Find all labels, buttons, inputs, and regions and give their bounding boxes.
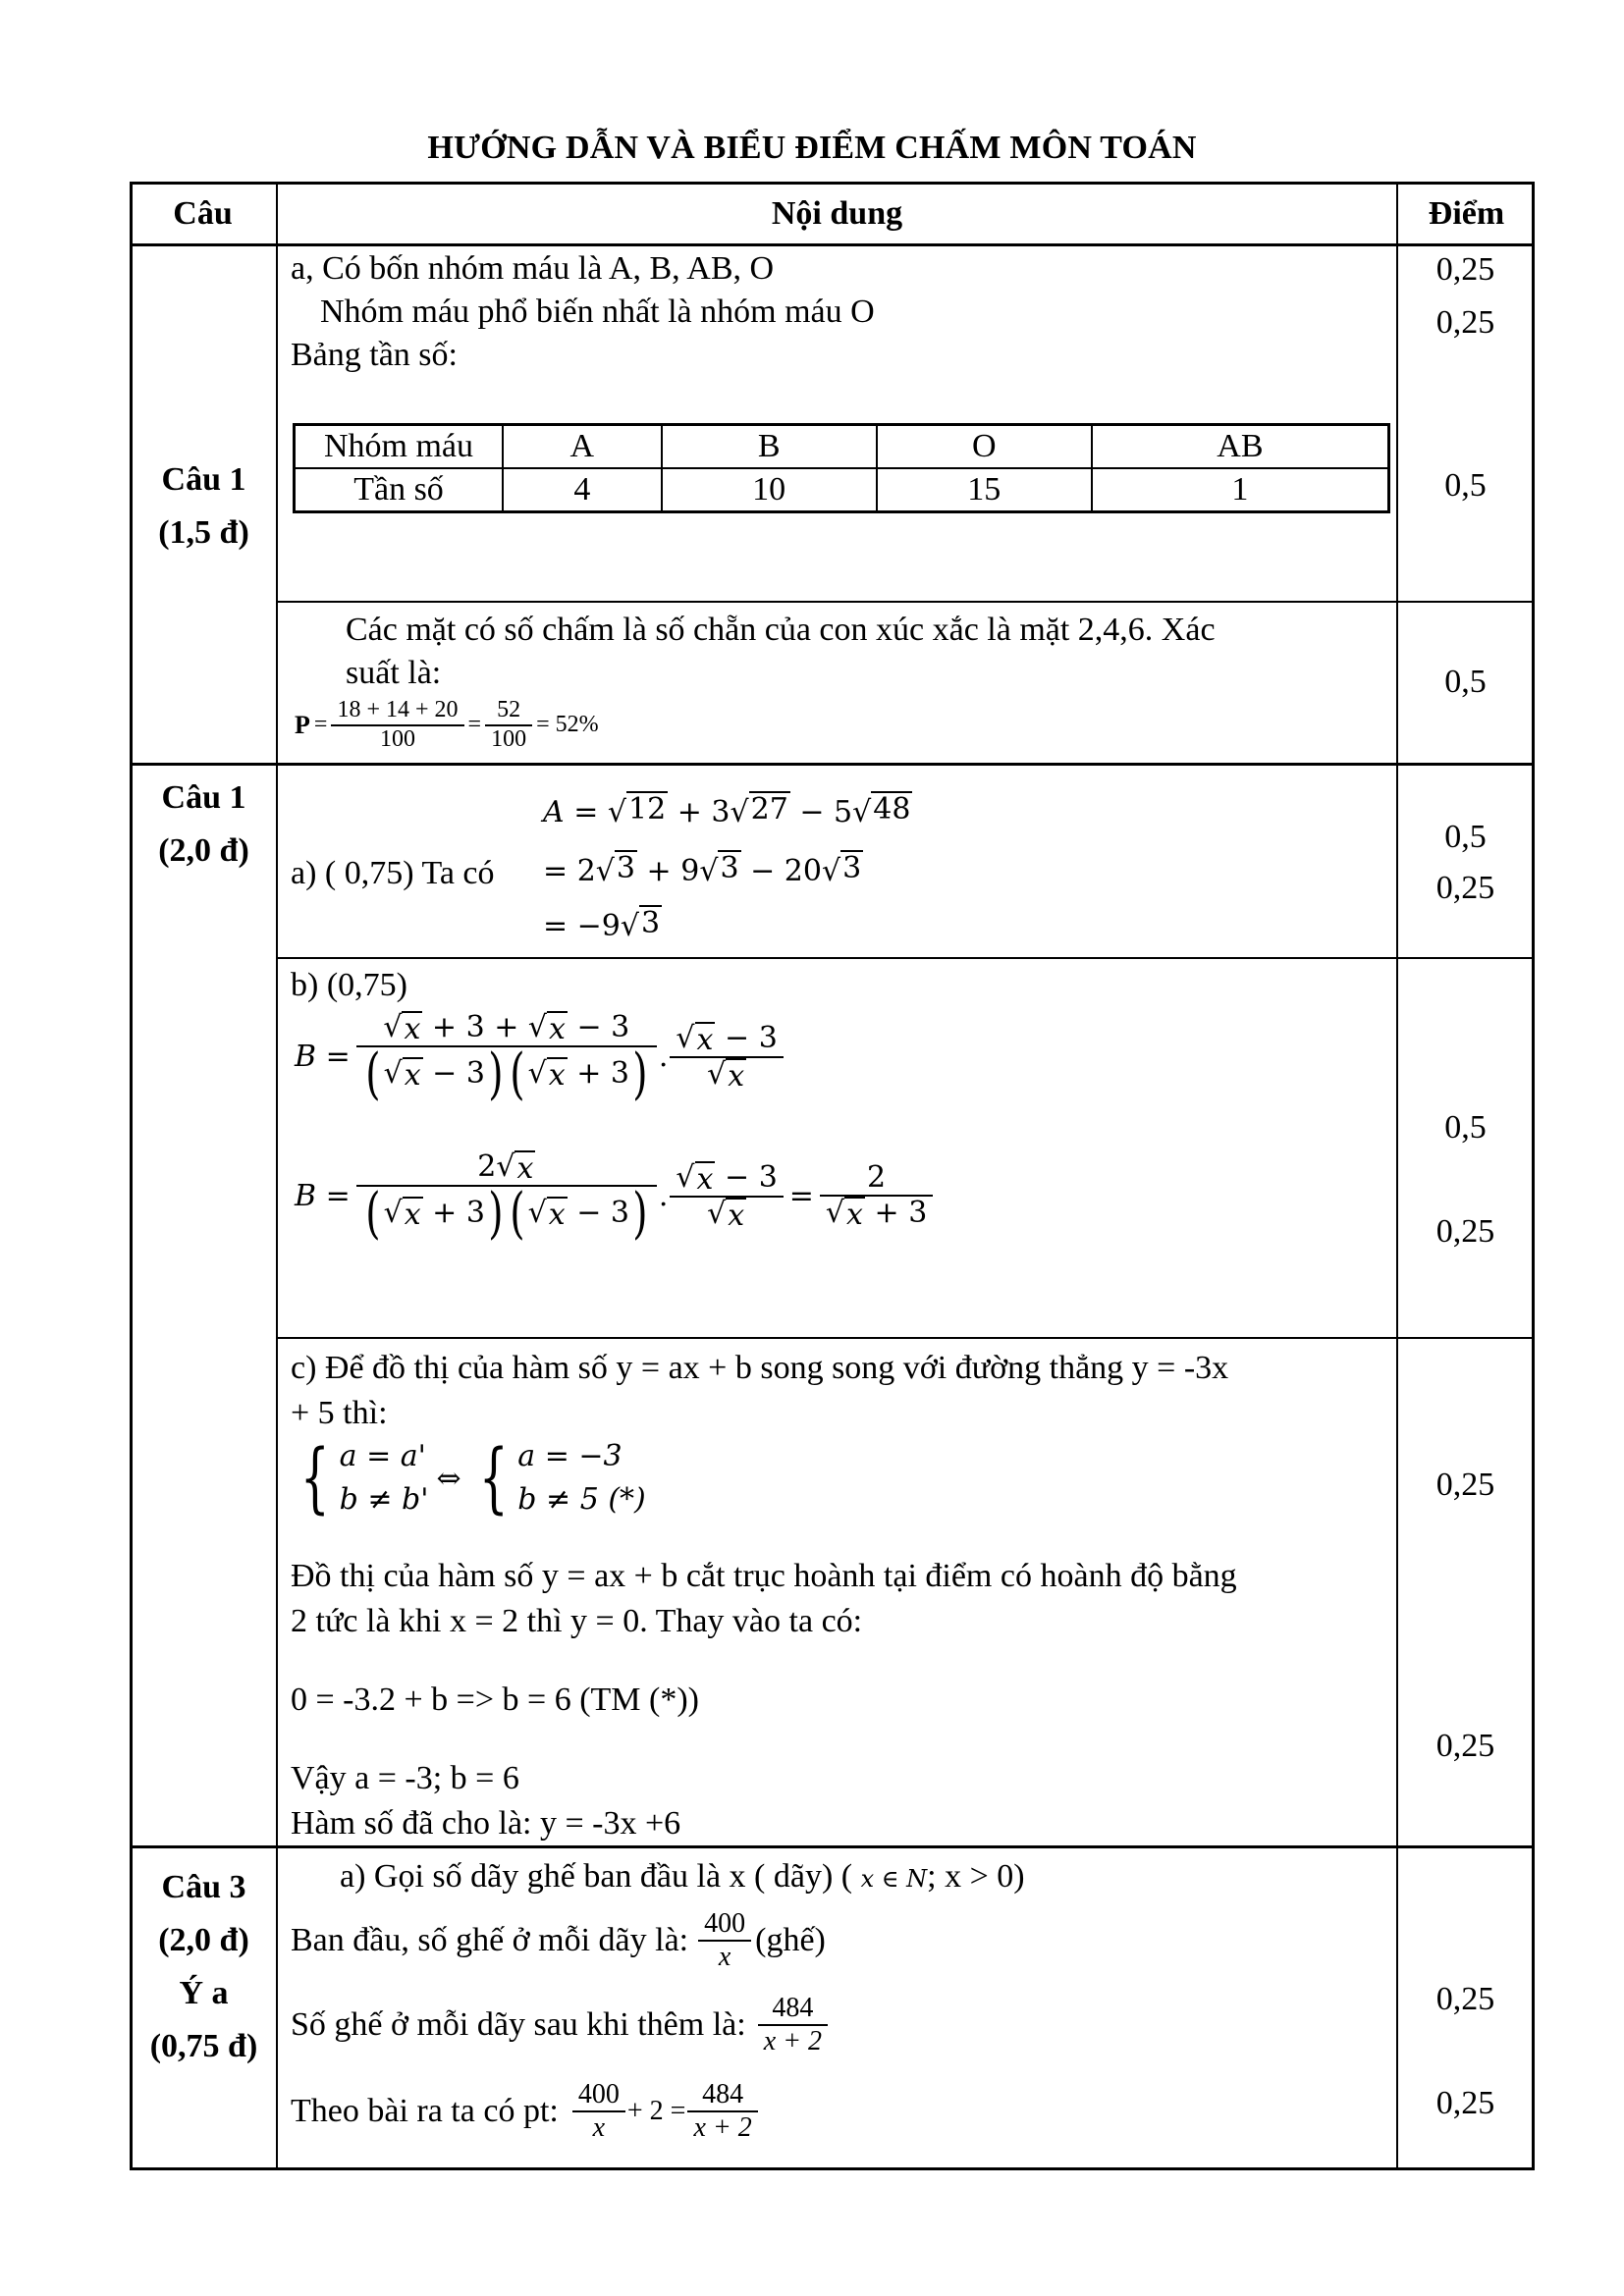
fraction-denominator: 100 [331, 724, 463, 754]
q1b-line1: Các mặt có số chấm là số chẵn của con xúc xắc là mặt 2,4,6. Xác [346, 612, 1216, 648]
fraction-denominator: x + 2 [758, 2024, 828, 2057]
q2a-q2b-divider [276, 957, 1535, 959]
header-content: Nội dung [771, 195, 903, 232]
fraction-numerator: 2 √ x [477, 1149, 534, 1186]
sqrt-arg: x [728, 1198, 745, 1233]
q2-q3-divider [130, 1845, 1535, 1848]
q2b-eq1-fraction1 [356, 1010, 657, 1106]
eq-lhs: = [543, 854, 568, 888]
q2c-line2: + 5 thì: [291, 1395, 388, 1431]
q3-point: 0,25 [1435, 2085, 1495, 2121]
q3-line1-condition: x ∈ N [860, 1865, 928, 1893]
q3-line3-fraction [758, 1993, 828, 2057]
freq-header-cell: B [662, 425, 877, 469]
freq-value-cell: Tần số [295, 468, 504, 512]
fraction-numerator: 400 [577, 2079, 620, 2109]
q1a-line1: a, Có bốn nhóm máu là A, B, AB, O [291, 250, 775, 287]
q3-line1 [340, 1855, 1025, 1900]
q2c-line6: Vậy a = -3; b = 6 [291, 1760, 519, 1796]
header-points: Điểm [1428, 195, 1505, 232]
coef: − 5 [799, 795, 853, 829]
sqrt-term: √ 3 [620, 906, 661, 943]
prob-lhs: P [295, 710, 310, 739]
fraction-denominator: x + 2 [687, 2110, 757, 2144]
q2-label-number: Câu 1 [161, 779, 246, 816]
q2c-point: 0,25 [1435, 1467, 1495, 1503]
q3-line3 [291, 1993, 828, 2057]
sqrt-term: √ 3 [821, 851, 862, 888]
fraction-denominator: ( √ x + 3) ( √ x − 3) [356, 1185, 657, 1242]
q2b-eq2-fraction2 [670, 1161, 783, 1232]
sqrt-arg: 27 [750, 792, 788, 827]
sqrt-arg: 3 [641, 906, 661, 940]
q1b-probability-formula: P = $\frac{18 + 14 + 20}{100}$ = $\frac{52}{100}$ = 52% [295, 697, 599, 752]
fraction-denominator: √ x [670, 1056, 783, 1093]
q3-line4-fraction1 [572, 2079, 625, 2144]
sqrt-arg: x [846, 1198, 863, 1233]
q1-subrow-divider [276, 601, 1535, 603]
q2c-point: 0,25 [1435, 1728, 1495, 1764]
sqrt-arg: x [696, 1161, 714, 1197]
q1b-point: 0,5 [1444, 664, 1487, 700]
freq-header-cell: AB [1092, 425, 1389, 469]
sqrt-arg: 12 [628, 792, 667, 827]
freq-value-cell: 1 [1092, 468, 1389, 512]
fraction-numerator: 400 [704, 1908, 746, 1939]
q2b-eq2-result-fraction [820, 1161, 933, 1232]
q3-point: 0,25 [1435, 1981, 1495, 2017]
eq-lhs: B = [295, 1179, 351, 1213]
sqrt-arg: 48 [873, 792, 911, 827]
left-brace-icon: { [299, 1434, 330, 1522]
q1-q2-divider [130, 763, 1535, 766]
q2c-system [291, 1435, 646, 1522]
q2-label [132, 772, 276, 878]
sqrt-arg: 3 [616, 851, 635, 885]
fraction-numerator: 18 + 14 + 20 [337, 697, 459, 722]
q2-label-score: (2,0 đ) [158, 832, 249, 869]
term: − 3 [576, 1196, 630, 1230]
q2c-line3: Đồ thị của hàm số y = ax + b cắt trục hoành tại điểm có hoành độ bằng [291, 1558, 1237, 1594]
q1-label [132, 454, 276, 560]
q3-line4-fraction2 [687, 2079, 757, 2144]
q1a-line3: Bảng tần số: [291, 337, 458, 373]
equivalence-icon: ⇔ [436, 1461, 461, 1496]
q2b-q2c-divider [276, 1337, 1535, 1339]
fraction-numerator: 2 [867, 1159, 887, 1195]
prob-fraction-1 [331, 697, 463, 753]
q2a-point: 0,5 [1444, 819, 1487, 855]
system-line: a = a' [339, 1439, 426, 1473]
system-right [517, 1435, 645, 1522]
q3-line4-text: Theo bài ra ta có pt: [291, 2093, 559, 2130]
fraction-numerator: 484 [772, 1993, 814, 2023]
q2a-eq3 [543, 905, 662, 948]
frequency-table-value-row [295, 468, 1389, 512]
q1b-line2: suất là: [346, 655, 442, 691]
sqrt-arg: x [548, 1058, 566, 1093]
prob-result: = 52% [536, 712, 599, 738]
term: − 3 [432, 1056, 485, 1091]
eq-lhs: B = [295, 1040, 351, 1074]
sqrt-term: √ 3 [595, 851, 635, 888]
sqrt-arg: x [548, 1198, 566, 1232]
q1a-point: 0,25 [1435, 251, 1495, 288]
q1-label-number: Câu 1 [161, 461, 246, 498]
q2a-eq2 [543, 850, 863, 893]
sqrt-arg: 3 [842, 851, 862, 885]
coef: − 20 [750, 854, 822, 888]
q3-line2 [291, 1908, 826, 1973]
left-brace-icon: { [478, 1434, 509, 1522]
q3-line2-unit: (ghế) [755, 1922, 826, 1959]
q2b-eq1: B = √ x + 3 + √ x − 3 ( √ x − 3) ( √ x + 3) . √ x − 3 √ x [295, 1011, 784, 1102]
q1a-point: 0,25 [1435, 304, 1495, 341]
fraction-numerator: √ x − 3 [676, 1159, 778, 1197]
coef: 2 [576, 854, 596, 888]
q1a-line2: Nhóm máu phổ biến nhất là nhóm máu O [320, 294, 875, 330]
sqrt-term: √ 3 [699, 851, 739, 888]
q3-line2-fraction [698, 1908, 751, 1973]
coef: + 9 [646, 854, 700, 888]
frequency-table-header-row [295, 425, 1389, 469]
freq-value-cell: 10 [662, 468, 877, 512]
q1a-point: 0,5 [1444, 467, 1487, 504]
freq-header-cell: Nhóm máu [295, 425, 504, 469]
system-line: b ≠ 5 (*) [517, 1482, 646, 1517]
fraction-denominator: √ x + 3 [820, 1195, 933, 1231]
q2b-eq2-fraction1 [356, 1149, 657, 1246]
fraction-numerator: √ x − 3 [676, 1020, 778, 1057]
q2a-eq1 [543, 791, 912, 834]
q3-line2-text: Ban đầu, số ghế ở mỗi dãy là: [291, 1922, 689, 1959]
fraction-numerator: 52 [497, 697, 521, 722]
sqrt-arg: x [516, 1151, 534, 1186]
q2b-point: 0,5 [1444, 1109, 1487, 1146]
q2c-line1: c) Để đồ thị của hàm số y = ax + b song song với đường thẳng y = -3x [291, 1350, 1229, 1386]
freq-value-cell: 4 [503, 468, 662, 512]
eq-lhs: A = [543, 795, 599, 829]
system-left [340, 1435, 429, 1522]
sqrt-term: √ 27 [730, 792, 788, 829]
sqrt-term: √ 48 [852, 792, 911, 829]
q2b-eq1-fraction2 [670, 1022, 783, 1093]
fraction-denominator: 100 [485, 724, 532, 754]
fraction-denominator: x [698, 1940, 751, 1973]
sqrt-arg: x [728, 1058, 745, 1094]
q2b-point: 0,25 [1435, 1213, 1495, 1250]
q3-label-part-score: (0,75 đ) [149, 2028, 258, 2064]
fraction-numerator: 484 [702, 2079, 744, 2109]
freq-header-cell: A [503, 425, 662, 469]
term: + 3 [432, 1196, 485, 1230]
q3-line1-text: a) Gọi số dãy ghế ban đầu là x ( dãy) ( [340, 1858, 853, 1895]
q2c-line7: Hàm số đã cho là: y = -3x +6 [291, 1805, 681, 1842]
q3-line4 [291, 2079, 758, 2144]
header-question: Câu [173, 195, 233, 232]
freq-value-cell: 15 [877, 468, 1092, 512]
q3-line1-tail: ; x > 0) [927, 1858, 1025, 1895]
q3-line3-text: Số ghế ở mỗi dãy sau khi thêm là: [291, 2006, 746, 2044]
fraction-denominator: ( √ x − 3) ( √ x + 3) [356, 1045, 657, 1102]
sqrt-term: √ 12 [607, 792, 667, 829]
column-divider-left [276, 182, 278, 2170]
system-line: a = −3 [517, 1439, 623, 1473]
sqrt-arg: x [404, 1198, 421, 1232]
q2a-point: 0,25 [1435, 870, 1495, 906]
sqrt-arg: x [696, 1022, 714, 1057]
fraction-denominator: x [572, 2110, 625, 2144]
coef: + 3 [677, 795, 731, 829]
term: + 3 [874, 1196, 928, 1231]
term: + 3 + [431, 1010, 519, 1044]
q3-label [132, 1861, 276, 2073]
document-title: HƯỚNG DẪN VÀ BIỂU ĐIỂM CHẤM MÔN TOÁN [427, 130, 1197, 166]
term: − 3 [725, 1159, 778, 1195]
q2a-prefix: a) ( 0,75) Ta có [291, 855, 495, 891]
sqrt-arg: x [404, 1012, 421, 1046]
term: − 3 [725, 1020, 778, 1055]
eq-lhs: = −9 [543, 909, 621, 943]
q3-line4-mid: + 2 = [626, 2096, 686, 2127]
q2c-line5: 0 = -3.2 + b => b = 6 (TM (*)) [291, 1682, 699, 1718]
q1-label-score: (1,5 đ) [158, 514, 249, 551]
coef: 2 [477, 1149, 497, 1184]
q3-label-part: Ý a [179, 1975, 229, 2011]
prob-fraction-2 [485, 697, 532, 753]
freq-header-cell: O [877, 425, 1092, 469]
frequency-table [293, 423, 1390, 513]
q3-label-score: (2,0 đ) [158, 1922, 249, 1958]
q2b-eq2: B = 2 √ x ( √ x + 3) ( √ x − 3) . √ x − 3 √ x = 2 √ x + 3 [295, 1150, 933, 1242]
fraction-numerator: √ x + 3 + √ x − 3 [383, 1010, 630, 1046]
fraction-denominator: √ x [670, 1196, 783, 1232]
term: + 3 [576, 1056, 630, 1091]
system-line: b ≠ b' [339, 1482, 429, 1517]
term: − 3 [576, 1010, 630, 1044]
sqrt-arg: x [404, 1058, 421, 1093]
q2b-heading: b) (0,75) [291, 967, 407, 1003]
sqrt-arg: x [549, 1012, 566, 1046]
header-divider [130, 243, 1535, 246]
q2c-line4: 2 tức là khi x = 2 thì y = 0. Thay vào ta có: [291, 1603, 863, 1639]
sqrt-arg: 3 [720, 851, 739, 885]
q3-label-number: Câu 3 [161, 1869, 246, 1905]
